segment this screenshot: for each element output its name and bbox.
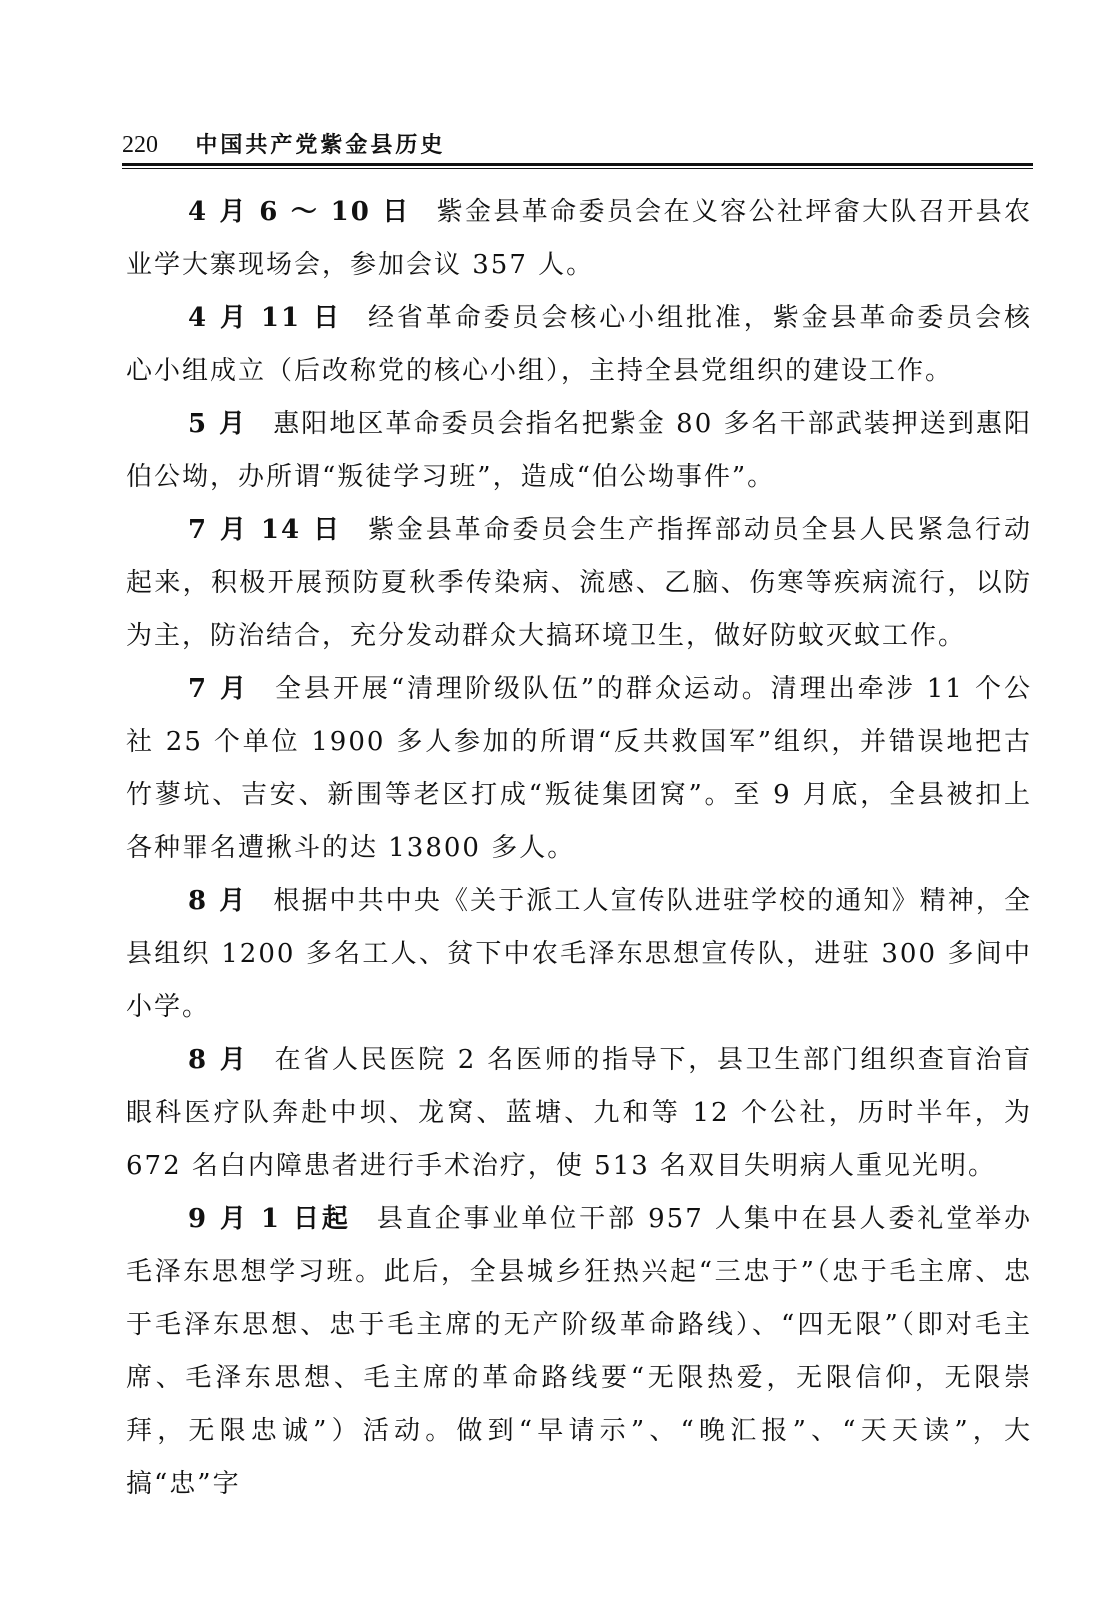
entry-date: 8 月 (188, 886, 248, 916)
entry-text: 紫金县革命委员会生产指挥部动员全县人民紧急行动起来，积极开展预防夏秋季传染病、流感、乙脑、伤寒等疾病流行，以防为主，防治结合，充分发动群众大搞环境卫生，做好防蚊灭蚊工作。 (126, 515, 1032, 651)
entry-text: 在省人民医院 2 名医师的指导下，县卫生部门组织查盲治盲眼科医疗队奔赴中坝、龙窝、蓝塘、九和等 12 个公社，历时半年，为 672 名白内障患者进行手术治疗，使 513 名双目失明病人重见光明。 (126, 1045, 1032, 1181)
book-title: 中国共产党紫金县历史 (195, 132, 446, 158)
entry-text: 县直企事业单位干部 957 人集中在县人委礼堂举办毛泽东思想学习班。此后，全县城乡狂热兴起“三忠于”（忠于毛主席、忠于毛泽东思想、忠于毛主席的无产阶级革命路线）、“四无限”（即对毛主席、毛泽东思想、毛主席的革命路线要“无限热爱，无限信仰，无限崇拜，无限忠诚”）活动。做到“早请示”、“晚汇报”、“天天读”，大搞“忠”字 (126, 1204, 1033, 1499)
chronology-entry (126, 875, 1032, 1034)
chronology-entry (126, 292, 1032, 398)
entry-date: 5 月 (188, 409, 248, 439)
chronology-entry (126, 186, 1032, 292)
entry-text: 全县开展“清理阶级队伍”的群众运动。清理出牵涉 11 个公社 25 个单位 1900 多人参加的所谓“反共救国军”组织，并错误地把古竹蓼坑、吉安、新围等老区打成“叛徒集团窝”。至 9 月底，全县被扣上各种罪名遭揪斗的达 13800 多人。 (126, 674, 1032, 863)
entry-text: 紫金县革命委员会在义容公社坪畲大队召开县农业学大寨现场会，参加会议 357 人。 (126, 197, 1032, 280)
chronology-entry (126, 398, 1032, 504)
entry-date: 4 月 6 ～ 10 日 (188, 197, 411, 227)
chronology-entry (126, 1193, 1032, 1511)
chronology-entry (126, 504, 1032, 663)
header-rule (122, 163, 1033, 166)
entry-date: 7 月 14 日 (188, 515, 342, 545)
entry-date: 4 月 11 日 (188, 303, 342, 333)
entry-text: 惠阳地区革命委员会指名把紫金 80 多名干部武装押送到惠阳伯公坳，办所谓“叛徒学习班”，造成“伯公坳事件”。 (126, 409, 1032, 492)
entry-date: 9 月 1 日起 (188, 1204, 351, 1234)
entry-text: 根据中共中央《关于派工人宣传队进驻学校的通知》精神，全县组织 1200 多名工人、贫下中农毛泽东思想宣传队，进驻 300 多间中小学。 (126, 886, 1032, 1022)
running-header (122, 130, 445, 160)
chronology-entry (126, 1034, 1032, 1193)
entry-date: 7 月 (188, 674, 250, 704)
page-number: 220 (122, 132, 158, 158)
chronology-entry (126, 663, 1032, 875)
entry-text: 经省革命委员会核心小组批准，紫金县革命委员会核心小组成立（后改称党的核心小组），主持全县党组织的建设工作。 (126, 303, 1032, 386)
chronology-body (126, 186, 1032, 1511)
header-rule-thin (122, 168, 1033, 169)
entry-date: 8 月 (188, 1045, 249, 1075)
